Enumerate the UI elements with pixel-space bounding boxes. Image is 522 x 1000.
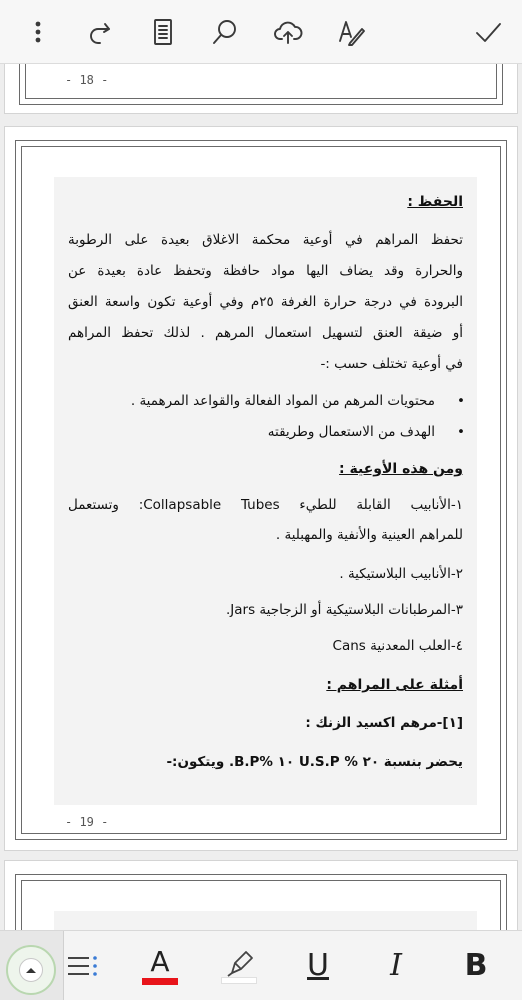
highlight-button[interactable] <box>218 941 260 991</box>
format-toolbar <box>0 930 522 1000</box>
document-icon <box>148 17 178 47</box>
page-view-button[interactable] <box>143 12 183 52</box>
paragraph-line: البرودة في درجة حرارة الغرفة ٢٥م وفي أوعية تكون واسعة العنق <box>68 294 463 310</box>
heading-storage: الحفظ : <box>407 194 463 210</box>
assistant-chevron-up-icon <box>19 958 43 982</box>
bullet-item: • محتويات المرهم من المواد الفعالة والقواعد المرهمية . <box>131 393 463 409</box>
bullet-list-button[interactable] <box>62 941 102 991</box>
page-content <box>54 911 477 930</box>
draw-button[interactable] <box>331 12 371 52</box>
font-color-button[interactable] <box>140 941 180 991</box>
heading-examples: أمثلة على المراهم : <box>326 677 463 693</box>
list-item: ١-الأنابيب القابلة للطيء Collapsable Tubes: وتستعمل <box>68 497 463 513</box>
find-button[interactable] <box>205 12 245 52</box>
page-number: - 18 - <box>65 73 109 87</box>
highlight-color-swatch <box>221 977 257 984</box>
paragraph-line: في أوعية تختلف حسب :- <box>320 356 463 372</box>
bullet-item: • الهدف من الاستعمال وطريقته <box>268 424 463 440</box>
list-item: ٤-العلب المعدنية Cans <box>332 638 463 654</box>
list-item-continuation: للمراهم العينية والأنفية والمهبلية . <box>275 527 463 543</box>
heading-containers: ومن هذه الأوعية : <box>339 461 463 477</box>
document-viewport[interactable] <box>0 64 522 930</box>
assistant-panel <box>0 931 64 1000</box>
top-toolbar <box>0 0 522 64</box>
pen-draw-icon <box>336 17 366 47</box>
font-color-label: A <box>150 944 170 978</box>
search-icon <box>210 17 240 47</box>
assistant-button[interactable] <box>6 945 56 995</box>
italic-label: I <box>390 948 402 983</box>
formula-line: يحضر بنسبة ٢٠ % U.S.P ١٠ %B.P. ويتكون:- <box>166 754 463 770</box>
paragraph-line: تحفظ المراهم في أوعية محكمة الاغلاق بعيدة على الرطوبة <box>68 232 463 248</box>
more-menu-button[interactable] <box>18 12 58 52</box>
checkmark-icon <box>473 17 503 47</box>
page-18 <box>4 64 518 114</box>
italic-button[interactable] <box>380 941 412 991</box>
bullet-list-icon <box>65 951 99 981</box>
redo-button[interactable] <box>80 12 120 52</box>
example-title: [١]-مرهم اكسيد الزنك : <box>305 715 463 731</box>
list-item: ٢-الأنابيب البلاستيكية . <box>339 566 463 582</box>
page-number: - 19 - <box>65 815 109 829</box>
underline-button[interactable] <box>300 941 336 991</box>
page-20 <box>4 860 518 930</box>
page-content <box>54 177 477 805</box>
bold-button[interactable] <box>458 941 494 991</box>
paragraph-line: أو ضيقة العنق لتسهيل استعمال المرهم . لذلك تحفظ المراهم <box>68 325 463 341</box>
bold-label: B <box>464 948 488 983</box>
list-item: ٣-المرطبانات البلاستيكية أو الزجاجية Jars. <box>226 602 463 618</box>
redo-icon <box>85 17 115 47</box>
underline-label: U <box>307 948 329 983</box>
highlighter-icon <box>222 949 256 977</box>
font-color-swatch <box>142 978 178 985</box>
vertical-dots-icon <box>23 17 53 47</box>
paragraph-line: والحرارة وقد يضاف اليها مواد حافظة وتحفظ عادة بعيدة عن <box>68 263 463 279</box>
cloud-upload-icon <box>273 17 303 47</box>
page-19 <box>4 126 518 851</box>
done-button[interactable] <box>468 12 508 52</box>
upload-cloud-button[interactable] <box>268 12 308 52</box>
